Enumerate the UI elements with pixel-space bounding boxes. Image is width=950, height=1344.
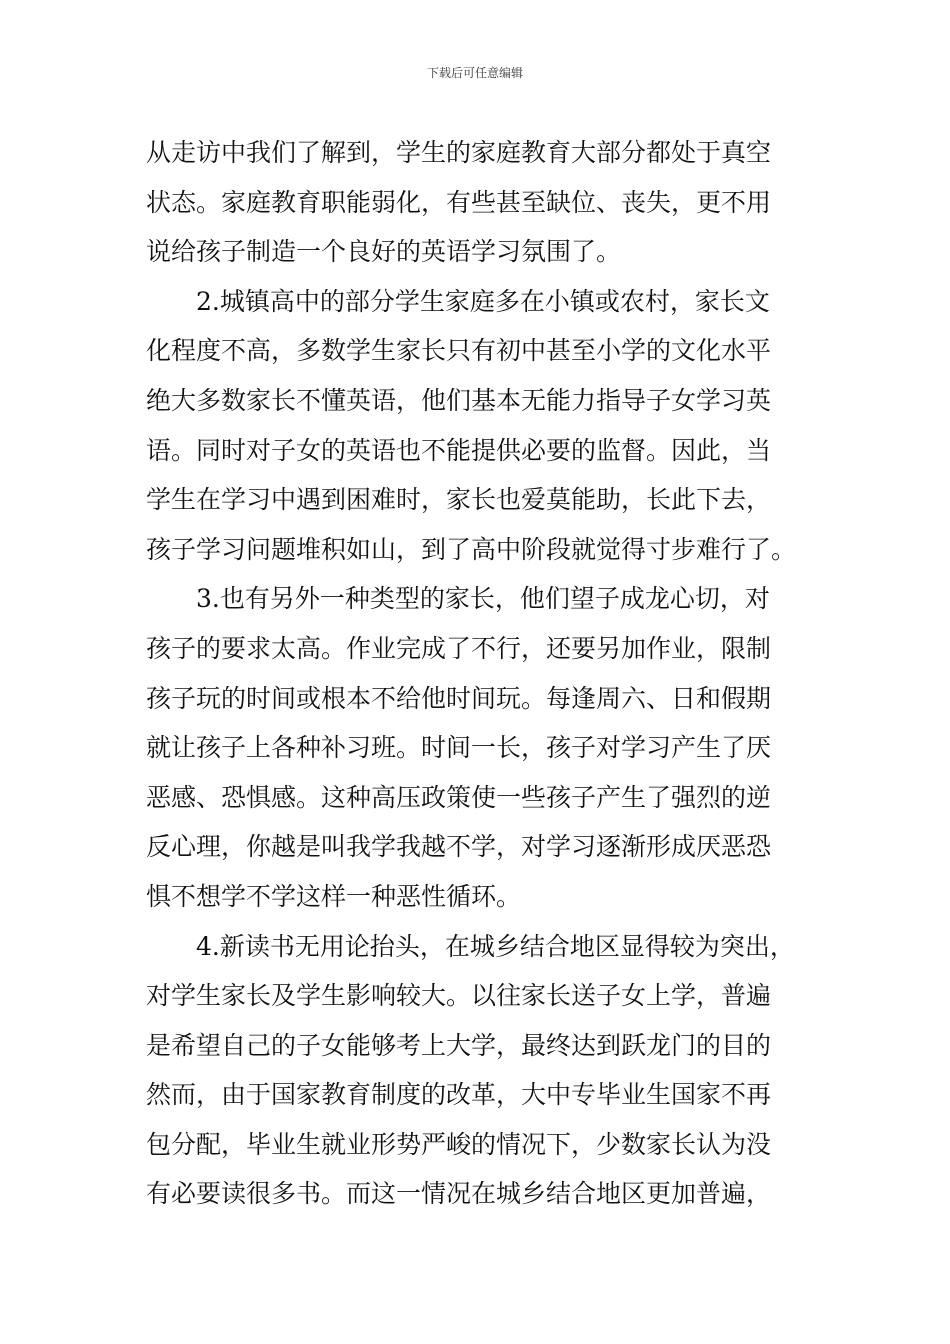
text-line: 有必要读很多书。而这一情况在城乡结合地区更加普遍，	[146, 1179, 772, 1209]
text-line: 化程度不高，多数学生家长只有初中甚至小学的文化水平	[146, 336, 772, 366]
text-line: 是希望自己的子女能够考上大学，最终达到跃龙门的目的	[146, 1030, 772, 1060]
text-line: 孩子的要求太高。作业完成了不行，还要另加作业，限制	[146, 633, 772, 663]
text-line: 恶感、恐惧感。这种高压政策使一些孩子产生了强烈的逆	[146, 782, 772, 812]
text-line: 学生在学习中遇到困难时，家长也爱莫能助，长此下去，	[146, 485, 772, 515]
text-line: 反心理，你越是叫我学我越不学，对学习逐渐形成厌恶恐	[146, 832, 772, 862]
text-line: 惧不想学不学这样一种恶性循环。	[146, 881, 522, 911]
text-line: 说给孩子制造一个良好的英语学习氛围了。	[146, 237, 622, 267]
page-header: 下载后可任意编辑	[426, 66, 523, 80]
text-line: 2.城镇高中的部分学生家庭多在小镇或农村，家长文	[146, 286, 770, 316]
text-line: 就让孩子上各种补习班。时间一长，孩子对学习产生了厌	[146, 733, 772, 763]
text-line: 状态。家庭教育职能弱化，有些甚至缺位、丧失，更不用	[146, 187, 772, 217]
text-line: 3.也有另外一种类型的家长，他们望子成龙心切，对	[146, 584, 770, 614]
text-line: 然而，由于国家教育制度的改革，大中专毕业生国家不再	[146, 1080, 772, 1110]
text-line: 4.新读书无用论抬头，在城乡结合地区显得较为突出，	[146, 931, 795, 961]
text-line: 孩子玩的时间或根本不给他时间玩。每逢周六、日和假期	[146, 683, 772, 713]
text-line: 孩子学习问题堆积如山，到了高中阶段就觉得寸步难行了。	[146, 534, 797, 564]
text-line: 对学生家长及学生影响较大。以往家长送子女上学，普遍	[146, 981, 772, 1011]
text-line: 包分配，毕业生就业形势严峻的情况下，少数家长认为没	[146, 1129, 772, 1159]
document-body	[146, 128, 806, 1219]
text-line: 从走访中我们了解到，学生的家庭教育大部分都处于真空	[146, 138, 772, 167]
text-line: 语。同时对子女的英语也不能提供必要的监督。因此，当	[146, 435, 772, 465]
text-line: 绝大多数家长不懂英语，他们基本无能力指导子女学习英	[146, 385, 772, 415]
